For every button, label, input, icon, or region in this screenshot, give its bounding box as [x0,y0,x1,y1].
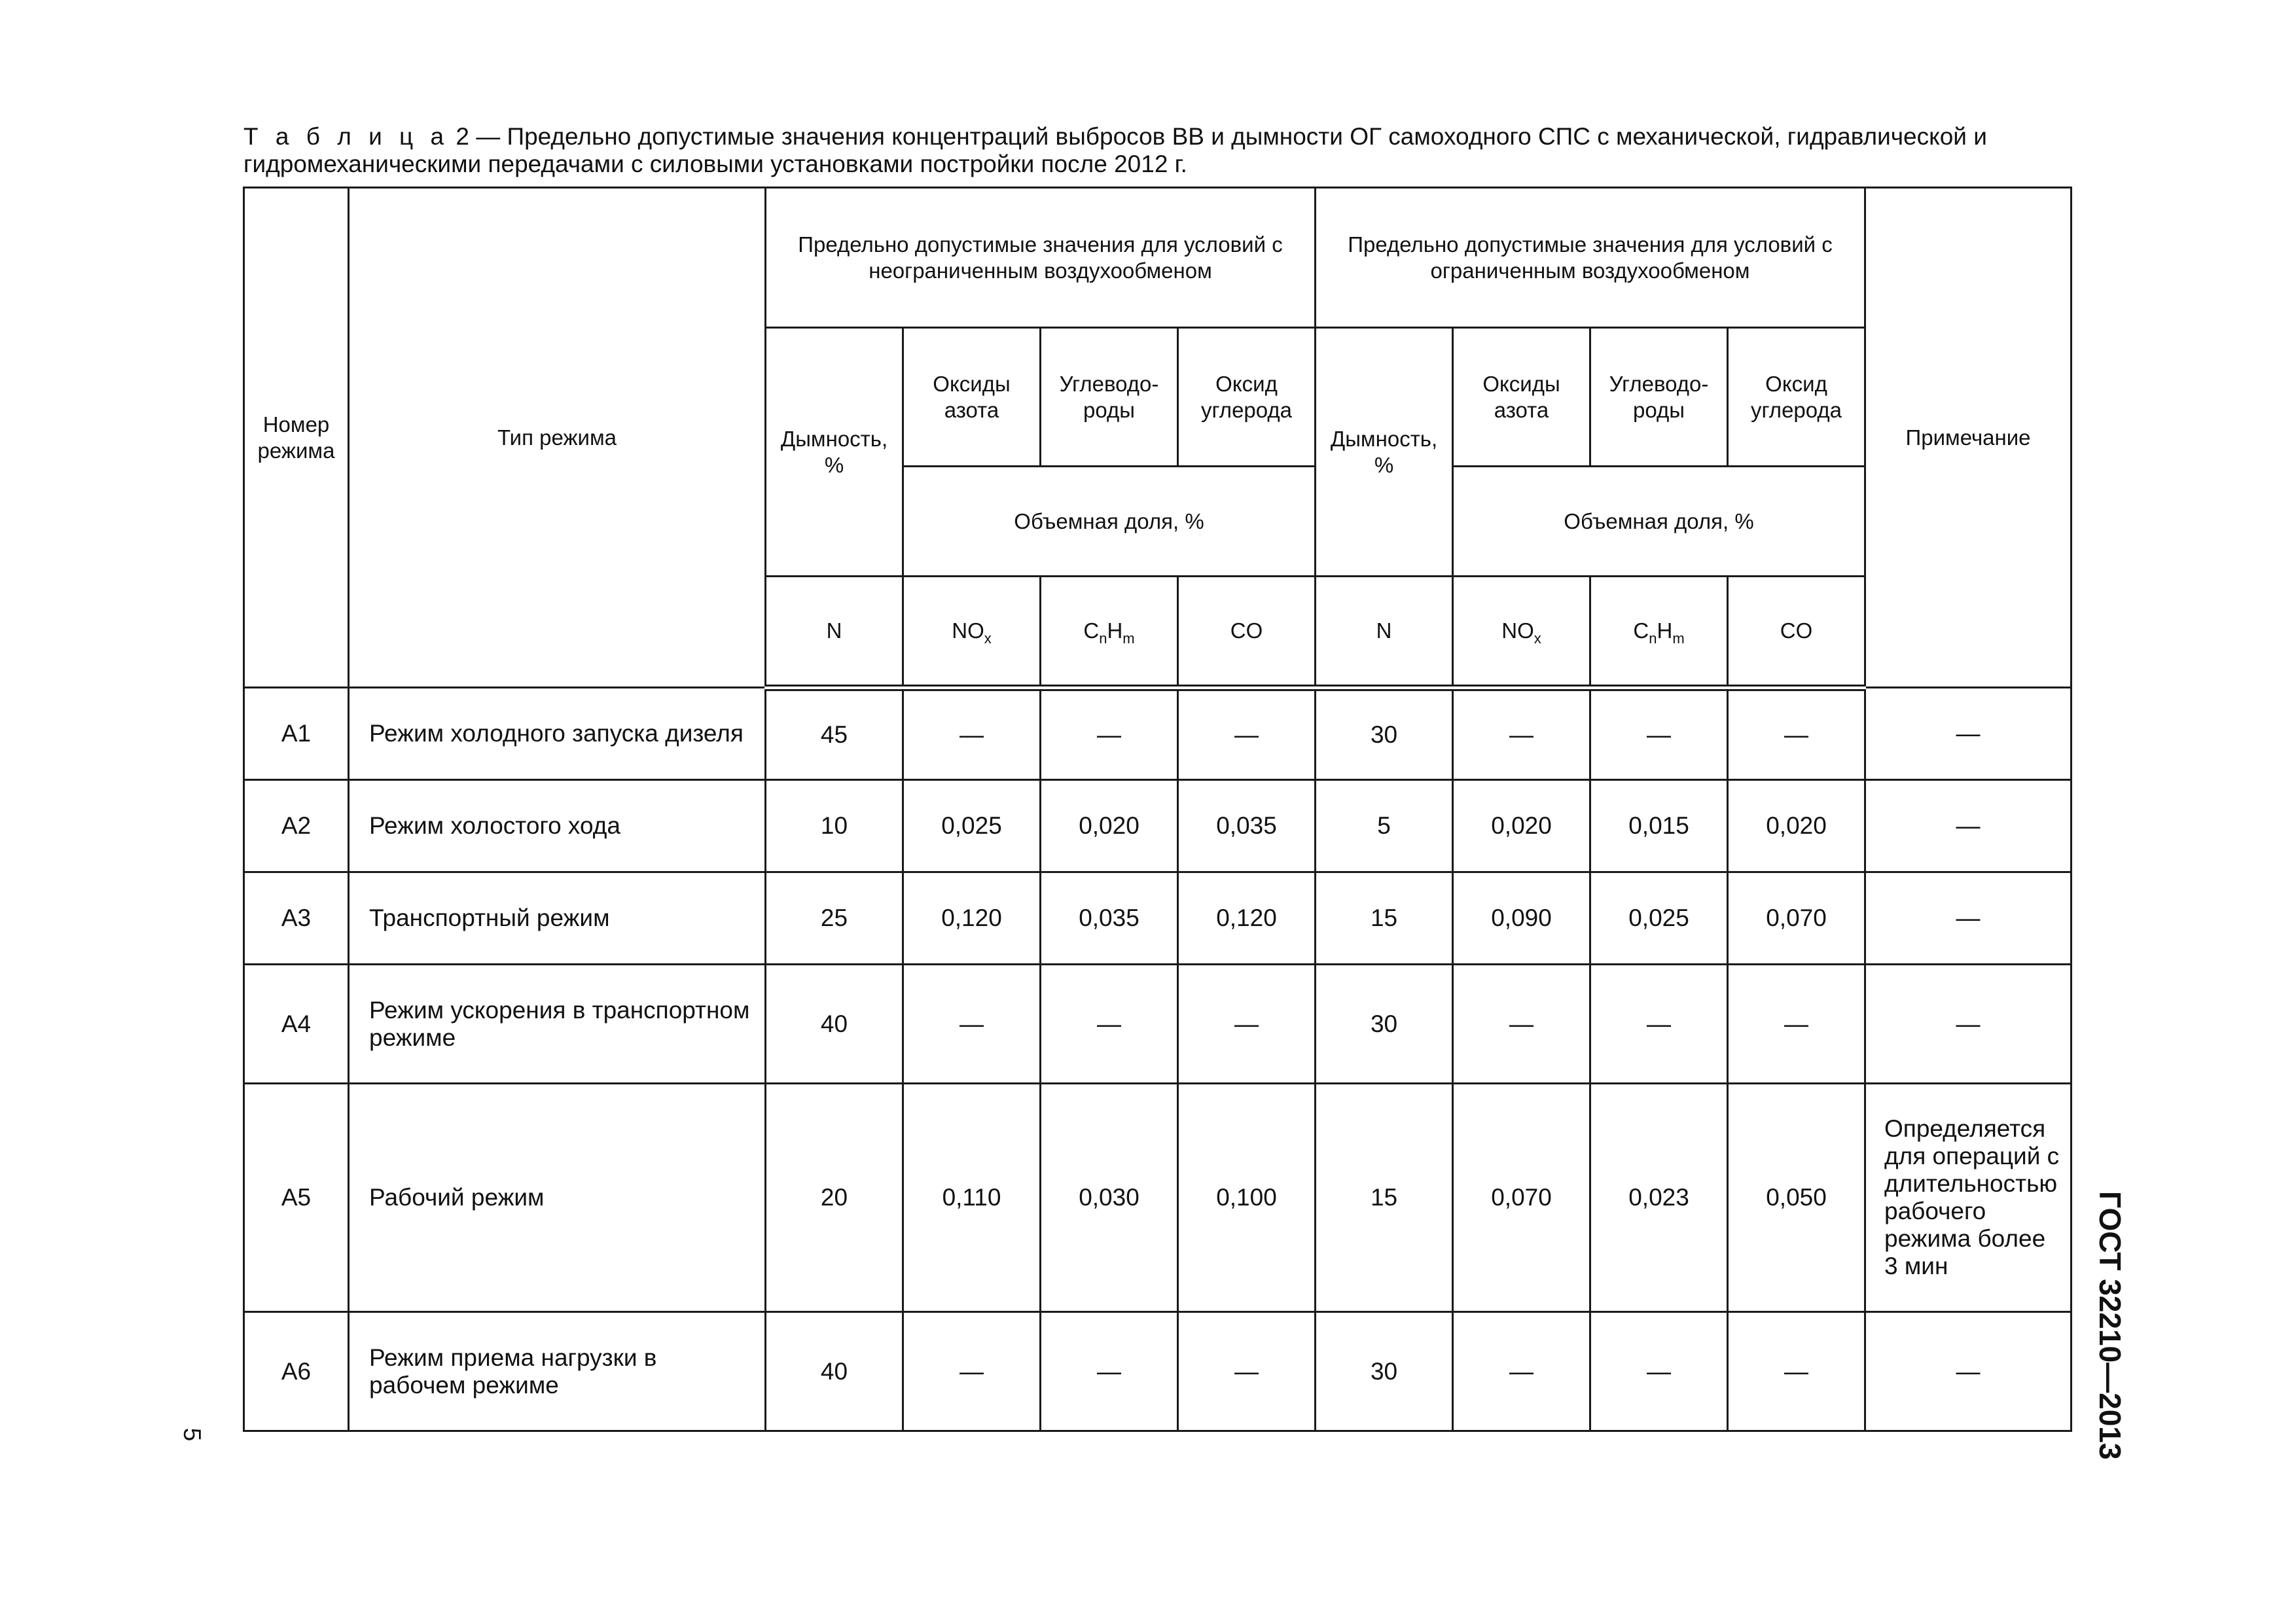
table-row [244,1312,2072,1431]
row-id: A6 [244,1312,349,1431]
table-row [244,872,2072,965]
table-row [244,965,2072,1084]
table-caption-text: 2 — Предельно допустимые значения концентраций выбросов ВВ и дымности ОГ самоходного СПС с механической, гидравлической и гидромеханическими передачами с силовыми установками постройки после 2012 г. [243,123,1987,177]
page-number: 5 [179,1427,206,1442]
cell-co-unlimited: 0,035 [1178,780,1316,872]
cell-note: — [1865,688,2072,780]
cell-smoke-unlimited: 40 [766,965,903,1084]
cell-nox-unlimited: — [903,1312,1041,1431]
row-id: A2 [244,780,349,872]
header-group-unlimited: Предельно допустимые значения для условий с неограниченным воздухообменом [766,188,1316,328]
cell-ch-unlimited: 0,030 [1041,1084,1178,1312]
cell-nox-limited: 0,090 [1453,872,1590,965]
header-type: Тип режима [349,188,766,688]
symbol-cnhm-2: $C_nH_m$ [1590,577,1728,688]
cell-co-unlimited: — [1178,688,1316,780]
row-id: A3 [244,872,349,965]
cell-co-unlimited: — [1178,1312,1316,1431]
cell-note: Определяется для операций с длительностью рабочего режима более 3 мин [1865,1084,2072,1312]
header-ch-1: Углеводо- роды [1041,328,1178,467]
cell-co-limited: — [1728,688,1865,780]
header-volume-share-2: Объемная доля, % [1453,467,1865,577]
cell-nox-limited: 0,070 [1453,1084,1590,1312]
symbol-nox-2: $NO_x$ [1453,577,1590,688]
cell-smoke-unlimited: 10 [766,780,903,872]
cell-note: — [1865,780,2072,872]
header-note: Примечание [1865,188,2072,688]
table-caption [243,123,2070,178]
row-type: Транспортный режим [349,872,766,965]
cell-smoke-limited: 15 [1316,1084,1453,1312]
cell-ch-limited: — [1590,1312,1728,1431]
symbol-n-2: N [1316,577,1453,688]
cell-note: — [1865,965,2072,1084]
cell-ch-unlimited: 0,020 [1041,780,1178,872]
cell-co-limited: 0,020 [1728,780,1865,872]
cell-ch-limited: 0,015 [1590,780,1728,872]
cell-note: — [1865,872,2072,965]
cell-ch-limited: — [1590,688,1728,780]
cell-smoke-unlimited: 20 [766,1084,903,1312]
header-smoke-1: Дымность, % [766,328,903,577]
header-co-2: Оксид углерода [1728,328,1865,467]
symbol-co-1: CO [1178,577,1316,688]
row-id: A1 [244,688,349,780]
header-nox-1: Оксиды азота [903,328,1041,467]
header-group-limited: Предельно допустимые значения для условий с ограниченным воздухообменом [1316,188,1865,328]
symbol-n-1: N [766,577,903,688]
table-row [244,1084,2072,1312]
symbol-nox-1: $NO_x$ [903,577,1041,688]
cell-ch-limited: 0,023 [1590,1084,1728,1312]
cell-ch-unlimited: — [1041,965,1178,1084]
cell-nox-limited: — [1453,1312,1590,1431]
cell-smoke-limited: 5 [1316,780,1453,872]
cell-nox-unlimited: 0,110 [903,1084,1041,1312]
cell-ch-unlimited: — [1041,1312,1178,1431]
cell-nox-unlimited: 0,120 [903,872,1041,965]
header-co-1: Оксид углерода [1178,328,1316,467]
cell-co-unlimited: 0,120 [1178,872,1316,965]
header-volume-share-1: Объемная доля, % [903,467,1316,577]
row-id: A4 [244,965,349,1084]
cell-smoke-unlimited: 45 [766,688,903,780]
header-nox-2: Оксиды азота [1453,328,1590,467]
cell-smoke-limited: 30 [1316,1312,1453,1431]
cell-co-limited: 0,050 [1728,1084,1865,1312]
cell-nox-unlimited: — [903,688,1041,780]
cell-ch-unlimited: — [1041,688,1178,780]
row-type: Рабочий режим [349,1084,766,1312]
cell-nox-unlimited: 0,025 [903,780,1041,872]
table-caption-label: Т а б л и ц а [243,123,450,150]
cell-ch-limited: — [1590,965,1728,1084]
header-number: Номер режима [244,188,349,688]
cell-smoke-limited: 30 [1316,965,1453,1084]
symbol-co-2: CO [1728,577,1865,688]
row-id: A5 [244,1084,349,1312]
cell-co-limited: — [1728,965,1865,1084]
cell-smoke-limited: 30 [1316,688,1453,780]
cell-co-limited: — [1728,1312,1865,1431]
cell-ch-limited: 0,025 [1590,872,1728,965]
header-smoke-2: Дымность, % [1316,328,1453,577]
cell-ch-unlimited: 0,035 [1041,872,1178,965]
table-row [244,688,2072,780]
cell-smoke-unlimited: 40 [766,1312,903,1431]
document-title-vertical: ГОСТ 32210—2013 [2093,1191,2127,1460]
row-type: Режим ускорения в транспортном режиме [349,965,766,1084]
table-row [244,780,2072,872]
row-type: Режим холостого хода [349,780,766,872]
cell-smoke-unlimited: 25 [766,872,903,965]
cell-co-limited: 0,070 [1728,872,1865,965]
cell-nox-limited: — [1453,965,1590,1084]
symbol-cnhm-1: $C_nH_m$ [1041,577,1178,688]
header-ch-2: Углеводо- роды [1590,328,1728,467]
cell-nox-unlimited: — [903,965,1041,1084]
row-type: Режим холодного запуска дизеля [349,688,766,780]
cell-co-unlimited: 0,100 [1178,1084,1316,1312]
emission-limits-table [243,187,2072,1432]
row-type: Режим приема нагрузки в рабочем режиме [349,1312,766,1431]
cell-nox-limited: 0,020 [1453,780,1590,872]
cell-co-unlimited: — [1178,965,1316,1084]
cell-nox-limited: — [1453,688,1590,780]
cell-note: — [1865,1312,2072,1431]
cell-smoke-limited: 15 [1316,872,1453,965]
